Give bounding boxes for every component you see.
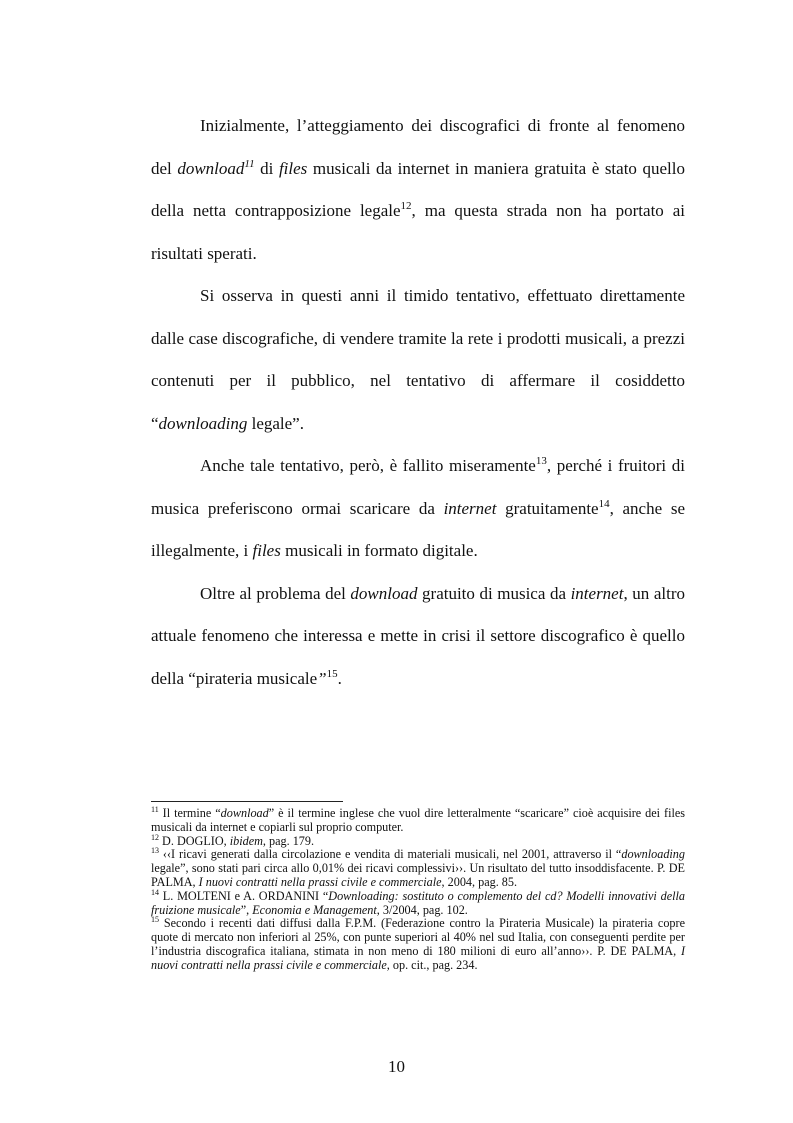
- paragraph-2: Si osserva in questi anni il timido tentativo, effettuato direttamente dalle case discografiche, di vendere tramite la rete i prodotti musicali, a prezzi contenuti per il pubblico, nel tentativo di affermare il cosiddetto “downloading legale”.: [151, 286, 685, 433]
- footnote-11: $^{11}$ Il termine “download” è il termine inglese che vuol dire letteralmente “scaricare” cioè acquisire dei files musicali da internet e copiarli sul proprio computer.: [151, 805, 685, 834]
- footnote-ref-12: 12: [400, 200, 412, 212]
- footnote-ref-13: 13: [535, 455, 547, 467]
- paragraph-3: Anche tale tentativo, però, è fallito miseramente$^{13}$, perché i fruitori di musica preferiscono ormai scaricare da internet gratuitamente$^{14}$, anche se illegalmente, i files musicali in formato digitale.: [151, 455, 685, 560]
- body-text: [151, 105, 685, 700]
- page-number: 10: [388, 1057, 405, 1076]
- footnotes: [151, 807, 685, 973]
- footnote-14: $^{14}$ L. MOLTENI e A. ORDANINI “Downloading: sostituto o complemento del cd? Modelli innovativi della fruizione musicale”, Economia e Management, 3/2004, pag. 102.: [151, 887, 685, 917]
- footnote-ref-11: 11: [244, 157, 255, 170]
- footnote-13: $^{13}$ ‹‹I ricavi generati dalla circolazione e vendita di materiali musicali, nel 2001, attraverso il “downloading legale”, sono stati pari circa allo 0,01% dei ricavi complessivi››. Un risultato del tutto insoddisfacente. P. DE PALMA, I nuovi contratti nella prassi civile e commerciale, 2004, pag. 85.: [151, 846, 685, 889]
- footnote-separator: [151, 801, 343, 802]
- footnote-ref-14: 14: [598, 497, 610, 510]
- footnote-15: $^{15}$ Secondo i recenti dati diffusi dalla F.P.M. (Federazione contro la Pirateria Musicale) la pirateria copre quote di mercato non inferiori al 25%, con punte superiori al 40% nel sud Italia, con conseguenti perdite per l’industria discografica italiana, stimata in non meno di 180 milioni di euro all’anno››. P. DE PALMA, I nuovi contratti nella prassi civile e commerciale, op. cit., pag. 234.: [151, 915, 685, 972]
- footnote-12: $^{12}$ D. DOGLIO, ibidem, pag. 179.: [151, 832, 315, 848]
- footnote-ref-15: 15: [326, 667, 338, 680]
- paragraph-4: Oltre al problema del download gratuito di musica da internet, un altro attuale fenomeno che interessa e mette in crisi il settore discografico è quello della “pirateria musicale”$^{15}$.: [151, 583, 685, 688]
- paragraph-1: Inizialmente, l’atteggiamento dei discografici di fronte al fenomeno del download$^{11}$ di files musicali da internet in maniera gratuita è stato quello della netta contrapposizione legale$^{12}$, ma questa strada non ha portato ai risultati sperati.: [151, 116, 685, 263]
